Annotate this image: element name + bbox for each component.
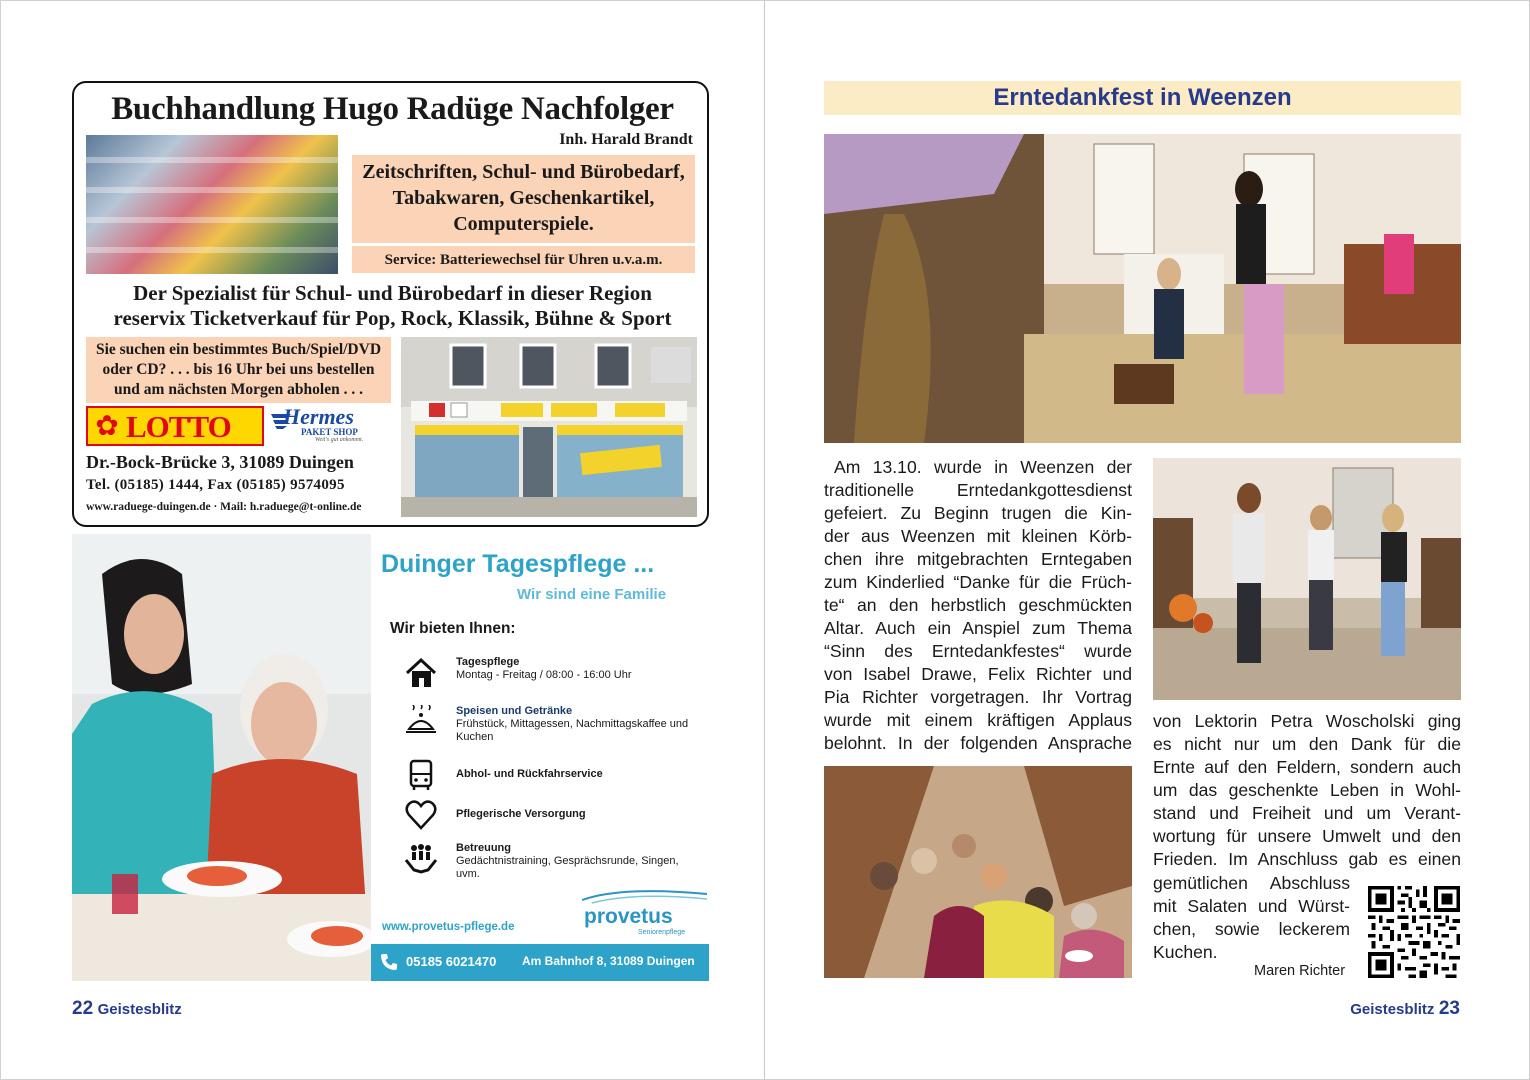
storefront-photo xyxy=(401,337,697,517)
lotto-logo-text: LOTTO xyxy=(126,409,231,444)
care-subtitle: Wir sind eine Familie xyxy=(517,586,667,603)
products-line: Tabakwaren, Geschenkartikel, xyxy=(392,187,655,209)
caregiver-photo xyxy=(72,534,371,981)
page-footer-right xyxy=(1350,998,1460,1020)
children-play-photo xyxy=(1153,458,1461,700)
article-line: gemütlichen Abschluss xyxy=(1153,873,1350,893)
service-title: Betreuung xyxy=(456,842,511,854)
service-title: Abhol- und Rückfahrservice xyxy=(456,768,603,780)
article-line: um das geschenkte Leben in Wohl- xyxy=(1153,780,1461,800)
bookshop-ad xyxy=(72,81,709,527)
service-detail: Frühstück, Mittagessen, Nachmittagskaffee und Kuchen xyxy=(456,718,689,743)
article-line: Ernte auf den Feldern, sondern auch xyxy=(1153,757,1461,777)
bookshop-title: Buchhandlung Hugo Radüge Nachfolger xyxy=(111,91,674,127)
article-line: der aus Weenzen mit kleinen Körb- xyxy=(824,526,1132,546)
hermes-wordmark: Hermes xyxy=(283,404,354,429)
magazine-name: Geistesblitz xyxy=(97,1001,182,1018)
hermes-logo xyxy=(269,406,391,446)
article-line: Am 13.10. wurde in Weenzen der xyxy=(834,457,1132,477)
storefront-drawing xyxy=(401,337,697,517)
products-line: Computerspiele. xyxy=(453,213,594,235)
article-line: belohnt. In der folgenden Ansprache xyxy=(824,733,1132,753)
right-page xyxy=(765,0,1530,1080)
congregation-photo xyxy=(824,766,1132,978)
service-title: Pflegerische Versorgung xyxy=(456,808,586,820)
provetus-wordmark: provetus xyxy=(584,905,673,928)
care-ad xyxy=(72,534,709,981)
article-line: Pia Richter vorgetragen. Ihr Vortrag xyxy=(824,687,1132,707)
service-title: Tagespflege xyxy=(456,656,520,668)
qr-code-drawing xyxy=(1367,886,1461,978)
food-tray-icon xyxy=(404,705,438,739)
shop-interior-photo xyxy=(86,135,338,274)
article-line: von Isabel Drawe, Felix Richter und xyxy=(824,664,1132,684)
article-title: Erntedankfest in Weenzen xyxy=(993,84,1292,111)
care-phone[interactable]: 05185 6021470 xyxy=(406,954,497,969)
order-line: und am nächsten Morgen abholen . . . xyxy=(114,381,363,398)
congregation-drawing xyxy=(824,766,1132,978)
bookshop-phone: Tel. (05185) 1444, Fax (05185) 9574095 xyxy=(86,477,345,493)
provetus-logo xyxy=(582,902,707,940)
service-title: Speisen und Getränke xyxy=(456,705,573,717)
provetus-sub: Seniorenpflege xyxy=(638,929,686,936)
bookshop-address: Dr.-Bock-Brücke 3, 31089 Duingen xyxy=(86,452,354,472)
article-line: Altar. Auch ein Anspiel zum Thema xyxy=(824,618,1132,638)
article-author: Maren Richter xyxy=(1254,963,1346,979)
article-line: von Lektorin Petra Woscholski ging xyxy=(1153,711,1461,731)
clover-icon: ✿ xyxy=(95,411,119,442)
qr-code-icon[interactable] xyxy=(1367,886,1461,978)
article-line: zum Kinderlied “Danke für die Früch- xyxy=(824,572,1132,592)
article-line: traditionelle Erntedankgottesdienst xyxy=(824,480,1132,500)
specialist-claim xyxy=(74,281,711,331)
article-line: wurde mit einem kräftigen Applaus xyxy=(824,710,1132,730)
bus-icon xyxy=(404,758,438,792)
article-line: Frieden. Im Anschluss gab es einen xyxy=(1153,849,1461,869)
products-box xyxy=(352,155,695,243)
article-line: “Sinn des Erntedankfestes“ wurde xyxy=(824,641,1132,661)
article-header xyxy=(824,81,1461,115)
service-detail: Gedächtnistraining, Gesprächsrunde, Singen, uvm. xyxy=(456,855,679,880)
article-column-1 xyxy=(824,456,1132,755)
article-line: wortung für unsere Umwelt und den xyxy=(1153,826,1461,846)
article-line: stand und Freiheit und um Verant- xyxy=(1153,803,1461,823)
care-hands-icon xyxy=(404,842,438,876)
article-line: Kuchen. xyxy=(1153,942,1218,962)
article-line: mit Salaten und Würst- xyxy=(1153,896,1350,916)
care-contact-bar xyxy=(371,944,709,981)
heart-icon xyxy=(404,798,438,832)
children-play-drawing xyxy=(1153,458,1461,700)
article-line: es nicht nur um den Dank für die xyxy=(1153,734,1461,754)
order-line: oder CD? . . . bis 16 Uhr bei uns bestellen xyxy=(102,361,375,378)
page-number: 22 xyxy=(72,998,94,1019)
church-harvest-drawing xyxy=(824,134,1461,443)
caregiver-drawing xyxy=(72,534,371,981)
order-info-box xyxy=(86,337,391,403)
phone-icon xyxy=(379,952,399,972)
care-address: Am Bahnhof 8, 31089 Duingen xyxy=(522,954,695,968)
care-website[interactable]: www.provetus-pflege.de xyxy=(382,921,515,933)
service-detail: Montag - Freitag / 08:00 - 16:00 Uhr xyxy=(456,669,632,681)
page-footer-left xyxy=(72,998,182,1020)
article-line: chen ihre mitgebrachten Erntegaben xyxy=(824,549,1132,569)
wave-icon xyxy=(582,888,707,904)
page-number: 23 xyxy=(1438,998,1460,1019)
products-line: Zeitschriften, Schul- und Bürobedarf, xyxy=(362,161,685,183)
service-note: Service: Batteriewechsel für Uhren u.v.a.m. xyxy=(352,245,695,273)
care-offer-heading: Wir bieten Ihnen: xyxy=(390,620,516,637)
article-line: te“ an den herbstlich geschmückten xyxy=(824,595,1132,615)
article-column-2-end xyxy=(1153,872,1350,964)
hermes-tagline: Weit's gut ankommt. xyxy=(315,437,364,443)
care-title: Duinger Tagespflege ... xyxy=(381,550,655,578)
bookshop-web[interactable]: www.raduege-duingen.de · Mail: h.raduege@t-online.de xyxy=(86,501,362,513)
house-icon xyxy=(404,656,438,690)
bookshop-owner: Inh. Harald Brandt xyxy=(559,131,693,148)
order-line: Sie suchen ein bestimmtes Buch/Spiel/DVD xyxy=(95,341,382,358)
lotto-logo xyxy=(86,406,264,446)
magazine-name: Geistesblitz xyxy=(1350,1001,1435,1018)
article-line: gefeiert. Zu Beginn trugen die Kin- xyxy=(824,503,1132,523)
hermes-sub: PAKET SHOP xyxy=(301,427,358,437)
church-harvest-photo xyxy=(824,134,1461,443)
article-column-2 xyxy=(1153,710,1461,871)
tickets-line: reservix Ticketverkauf für Pop, Rock, Klassik, Bühne & Sport xyxy=(113,306,672,330)
article-line: chen, sowie leckerem xyxy=(1153,919,1350,939)
specialist-line: Der Spezialist für Schul- und Bürobedarf in dieser Region xyxy=(133,281,652,305)
